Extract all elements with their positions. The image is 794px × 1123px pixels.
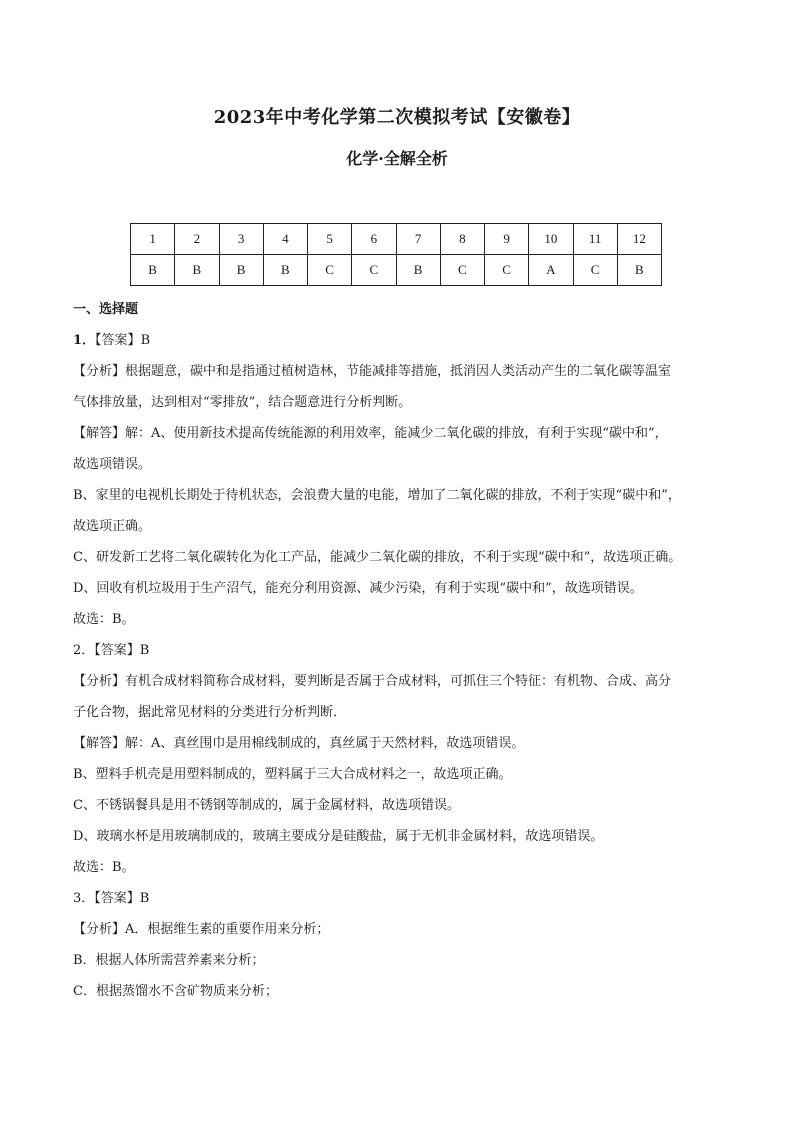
- q1-analysis-line: 【分析】根据题意，碳中和是指通过植树造林，节能减排等措施，抵消因人类活动产生的二氧化碳等温室: [73, 364, 672, 379]
- answer-cell: A: [529, 255, 573, 286]
- q1-solution-line: B、家里的电视机长期处于待机状态，会浪费大量的电能，增加了二氧化碳的排放，不利于实现“碳中和”，: [73, 488, 681, 503]
- q1-solution-line: 故选项正确。: [73, 519, 152, 534]
- answer-key-table: [130, 223, 662, 286]
- question-number-cell: 7: [396, 224, 440, 255]
- answer-cell: B: [617, 255, 661, 286]
- answer-cell: B: [396, 255, 440, 286]
- answer-cell: C: [352, 255, 396, 286]
- q1-solution-line: 【解答】解：A、使用新技术提高传统能源的利用效率，能减少二氧化碳的排放，有利于实现“碳中和”，: [73, 426, 668, 441]
- question-number-cell: 5: [308, 224, 352, 255]
- answer-cell: C: [573, 255, 617, 286]
- question-number-cell: 8: [440, 224, 484, 255]
- q2-solution-line: C、不锈锅餐具是用不锈钢等制成的，属于金属材料，故选项错误。: [73, 798, 460, 813]
- q2-analysis-line: 子化合物，据此常见材料的分类进行分析判断．: [73, 705, 347, 720]
- question-number-cell: 2: [175, 224, 219, 255]
- question-number-cell: 6: [352, 224, 396, 255]
- q2-analysis-line: 【分析】有机合成材料简称合成材料，要判断是否属于合成材料，可抓住三个特征：有机物、合成、高分: [73, 674, 672, 689]
- q2-solution-line: D、玻璃水杯是用玻璃制成的，玻璃主要成分是硅酸盐，属于无机非金属材料，故选项错误。: [73, 829, 604, 844]
- q1-solution-line: C、研发新工艺将二氧化碳转化为化工产品，能减少二氧化碳的排放，不利于实现“碳中和”，故选项正确。: [73, 550, 682, 565]
- answer-cell: C: [440, 255, 484, 286]
- answer-row: [131, 255, 662, 286]
- answer-cell: C: [308, 255, 352, 286]
- section-heading: 一、选择题: [73, 302, 139, 317]
- solution-content: [73, 294, 725, 1007]
- q1-solution-line: D、回收有机垃圾用于生产沼气，能充分利用资源、减少污染，有利于实现“碳中和”，故选项错误。: [73, 581, 643, 596]
- q3-analysis-line: 【分析】A．根据维生素的重要作用来分析；: [73, 922, 330, 937]
- q1-answer: B: [140, 333, 151, 348]
- question-number-cell: 3: [219, 224, 263, 255]
- q3-analysis-line: C．根据蒸馏水不含矿物质来分析；: [73, 984, 278, 999]
- q2-conclusion: 故选：B。: [73, 860, 135, 875]
- answer-cell: B: [175, 255, 219, 286]
- q3-analysis-line: B．根据人体所需营养素来分析；: [73, 953, 265, 968]
- q1-conclusion: 故选：B。: [73, 612, 135, 627]
- question-number-cell: 12: [617, 224, 661, 255]
- answer-cell: B: [131, 255, 175, 286]
- page-subtitle: 化学·全解全析: [346, 149, 448, 168]
- q1-answer-tag: 【答案】: [95, 333, 141, 348]
- q2-answer-line: 2．【答案】B: [73, 643, 150, 658]
- q3-answer-line: 3．【答案】B: [73, 891, 150, 906]
- q2-solution-line: 【解答】解：A、真丝围巾是用棉线制成的，真丝属于天然材料，故选项错误。: [73, 736, 525, 751]
- q2-solution-line: B、塑料手机壳是用塑料制成的，塑料属于三大合成材料之一，故选项正确。: [73, 767, 512, 782]
- question-number-cell: 11: [573, 224, 617, 255]
- question-number-cell: 4: [263, 224, 307, 255]
- question-number-cell: 9: [485, 224, 529, 255]
- q1-number: 1．: [73, 333, 96, 348]
- q1-analysis-line: 气体排放量，达到相对“零排放”，结合题意进行分析判断。: [73, 395, 412, 410]
- q1-answer-line: [73, 325, 725, 356]
- q1-solution-line: 故选项错误。: [73, 457, 152, 472]
- answer-cell: B: [219, 255, 263, 286]
- question-number-cell: 1: [131, 224, 175, 255]
- question-number-row: [131, 224, 662, 255]
- answer-cell: B: [263, 255, 307, 286]
- question-number-cell: 10: [529, 224, 573, 255]
- page-title: 2023年中考化学第二次模拟考试【安徽卷】: [213, 107, 581, 128]
- answer-cell: C: [485, 255, 529, 286]
